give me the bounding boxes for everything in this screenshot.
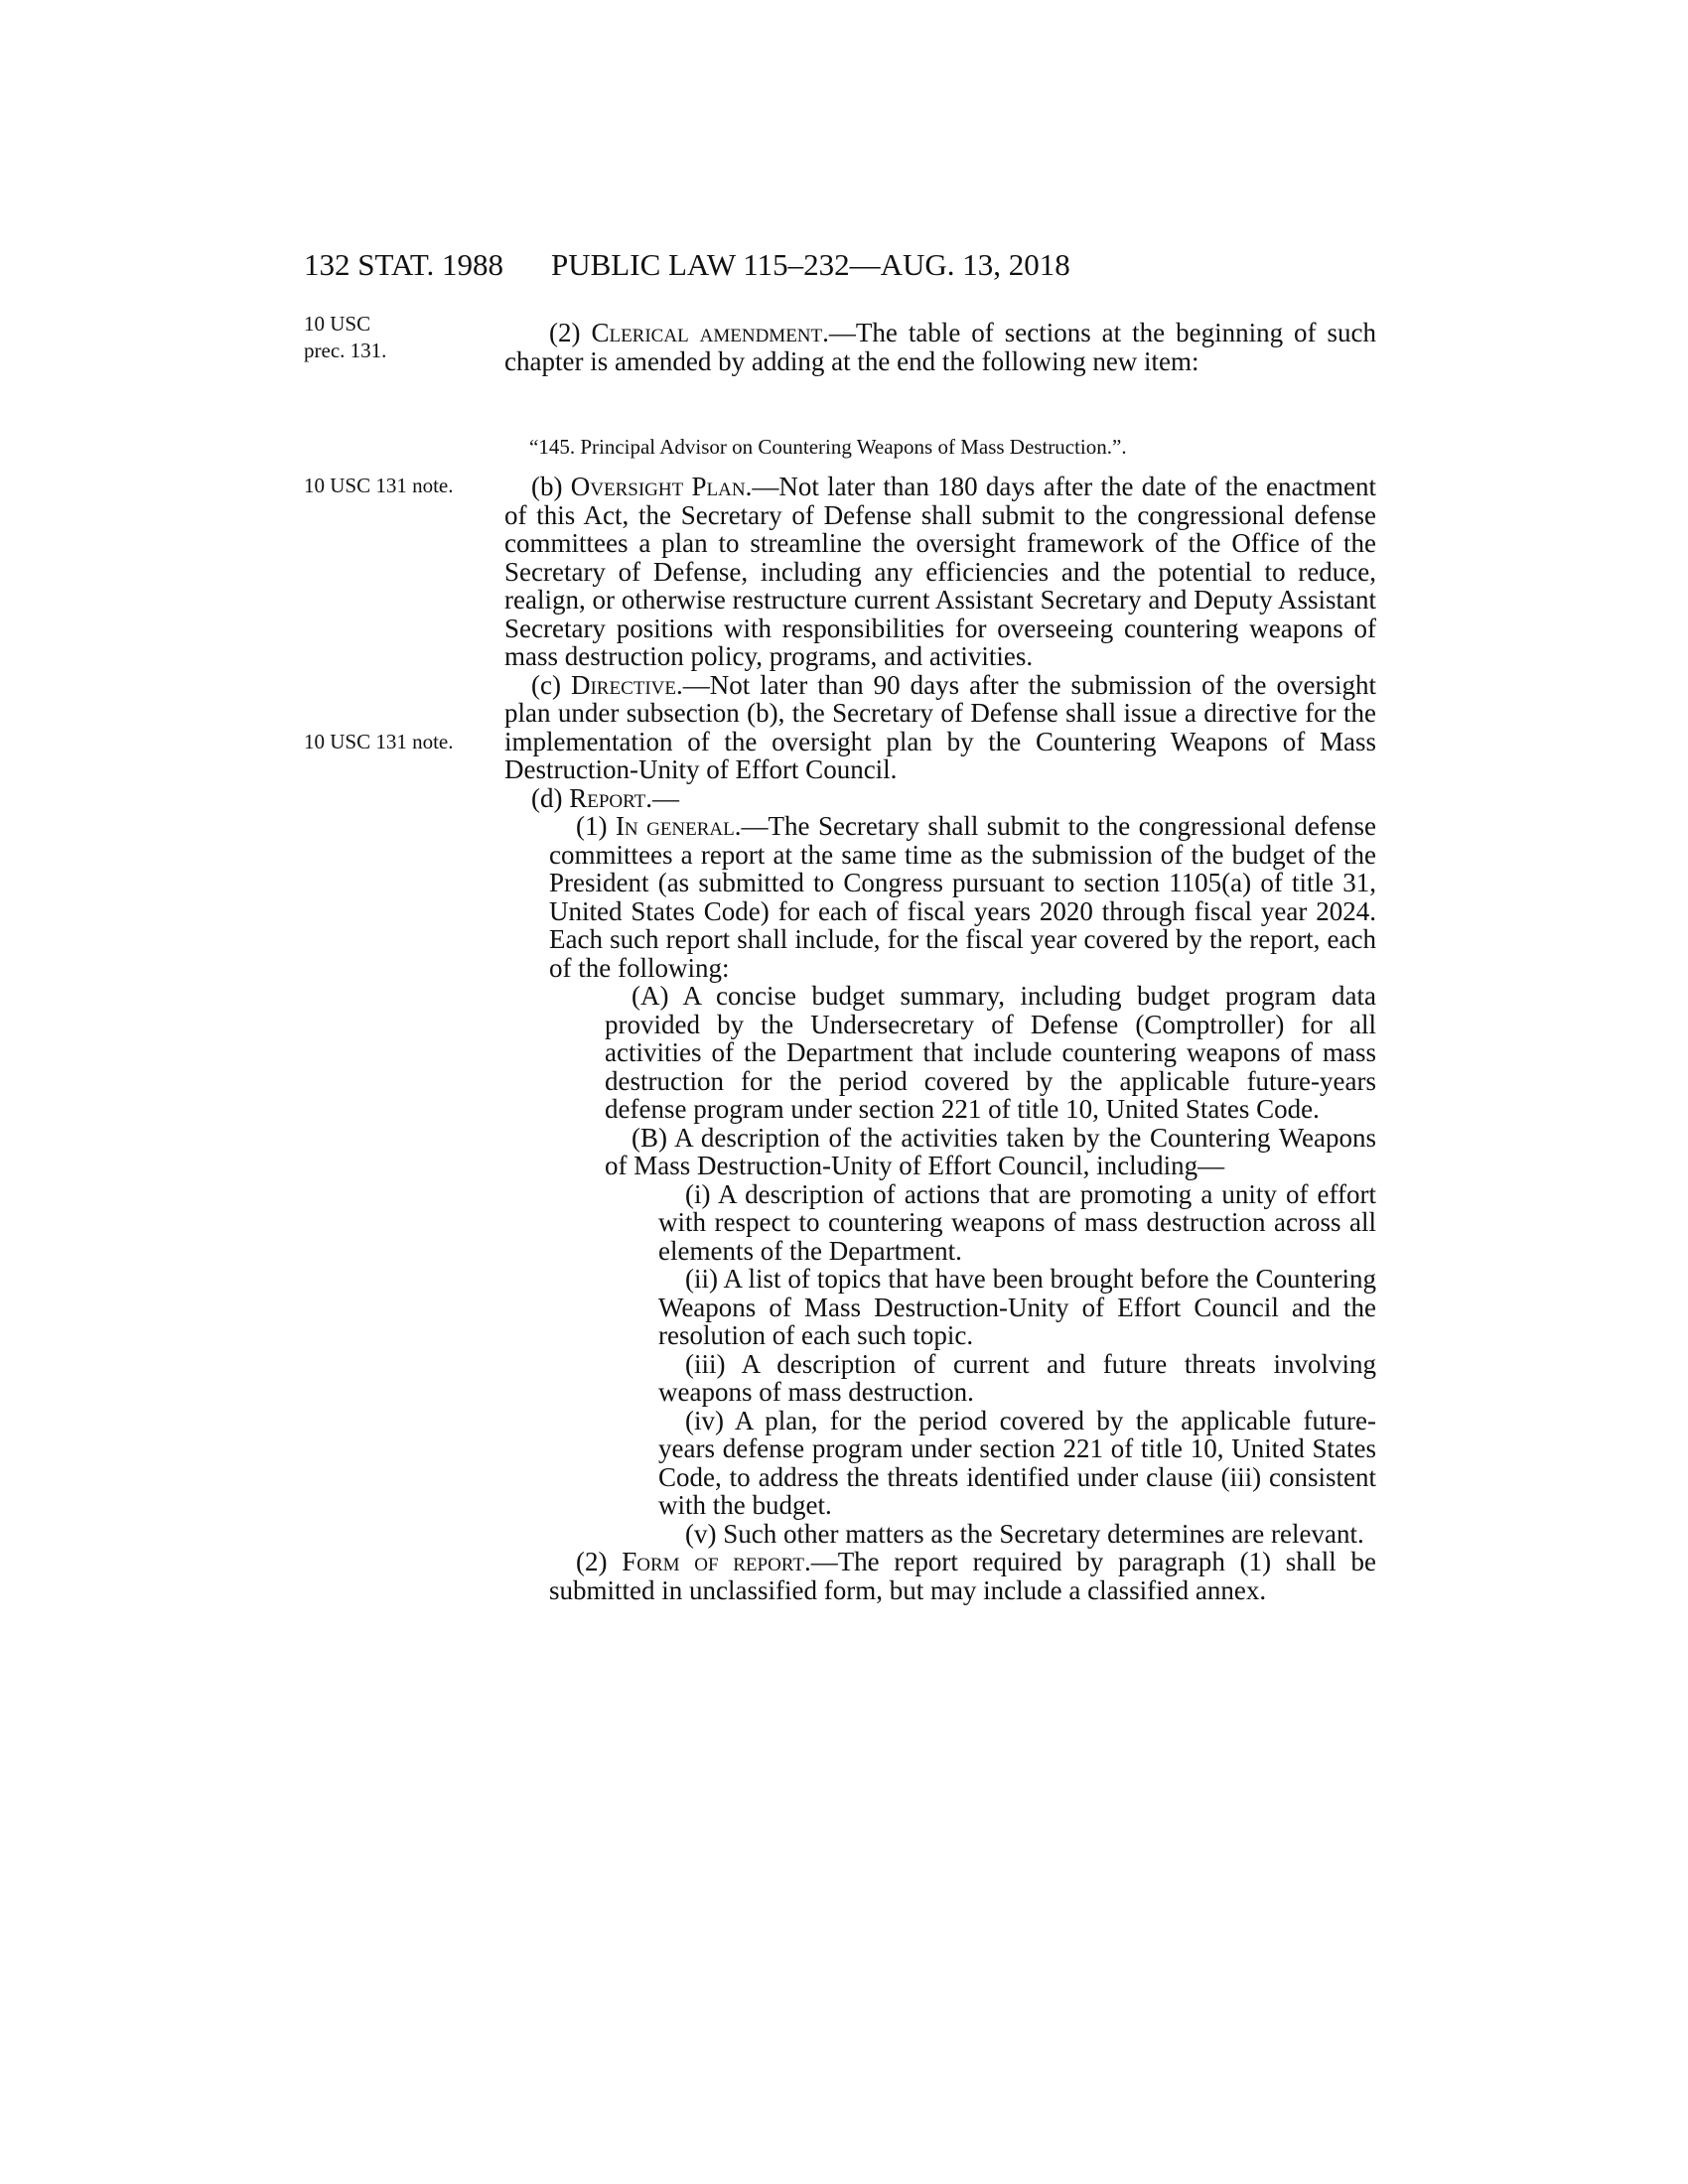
form-text: .—The report required by paragraph (1) shall be submitted in unclassified form, but may include a classified annex. [549,1547,1376,1605]
paragraph-2: (2) Form of report.—The report required by paragraph (1) shall be submitted in unclassified form, but may include a classified annex. [549,1547,1376,1605]
subsection-d: (d) Report.— [531,782,680,813]
directive-text: .—Not later than 90 days after the submission of the oversight plan under subsection (b), the Secretary of Defense shall issue a directive for the implementation of the oversight plan by the Countering Weapons of Mass Destruction-Unity of Effort Council. [504,669,1377,784]
main-body [504,473,1376,1604]
margin-note-line: 10 USC [304,312,371,336]
subparagraph-b: (B) A description of the activities taken by the Countering Weapons of Mass Destruction-Unity of Effort Council, including— [605,1122,1376,1180]
clause-ii: (ii) A list of topics that have been brought before the Countering Weapons of Mass Destruction-Unity of Effort Council and the resolution of each such topic. [658,1264,1376,1350]
clerical-amendment-paragraph [504,319,1376,375]
clause-i: (i) A description of actions that are promoting a unity of effort with respect to countering weapons of mass destruction across all elements of the Department. [658,1178,1376,1266]
report-heading: Report [569,782,646,813]
directive-heading: Directive [570,669,677,700]
subsection-c: (c) Directive.—Not later than 90 days after the submission of the oversight plan under subsection (b), the Secretary of Defense shall issue a directive for the implementation of the oversight plan by the Countering Weapons of Mass Destruction-Unity of Effort Council. [504,669,1377,784]
paragraph-1: (1) In general.—The Secretary shall submit to the congressional defense committees a report at the same time as the submission of the budget of the President (as submitted to Congress pursuant to section 1105(a) of title 31, United States Code) for each of fiscal years 2020 through fiscal year 2024. Each such report shall include, for the fiscal year covered by the report, each of the following: [549,811,1376,983]
margin-note-usc-prec [304,311,478,364]
clerical-num: (2) [549,318,592,347]
stat-page-number: 132 STAT. 1988 [304,247,504,282]
general-text: .—The Secretary shall submit to the congressional defense committees a report at the same time as the submission of the budget of the President (as submitted to Congress pursuant to section 1105(a) of title 31, United States Code) for each of fiscal years 2020 through fiscal year 2024. Each such report shall include, for the fiscal year covered by the report, each of the following: [549,811,1376,983]
margin-note-usc-note-c: 10 USC 131 note. [304,730,454,753]
margin-note-usc-note-b: 10 USC 131 note. [304,474,454,497]
clause-v: (v) Such other matters as the Secretary determines are relevant. [685,1518,1364,1549]
margin-note-line: prec. 131. [304,339,387,362]
clause-iii: (iii) A description of current and future threats involving weapons of mass destruction. [658,1348,1376,1407]
clause-iv: (iv) A plan, for the period covered by the applicable future-years defense program under section 221 of title 10, United States Code, to address the threats identified under clause (iii) consistent with the budget. [658,1405,1376,1520]
general-heading: In general [615,811,735,841]
oversight-heading: Oversight Plan [570,472,746,501]
clerical-heading: Clerical amendment [591,318,823,347]
clerical-text: .—The table of sections at the beginning of such chapter is amended by adding at the end the following new item: [504,318,1376,376]
form-heading: Form of report [622,1547,804,1576]
oversight-text: .—Not later than 180 days after the date of the enactment of this Act, the Secretary of Defense shall submit to the congressional defense committees a plan to streamline the oversight framework of the Office of the Secretary of Defense, including any efficiencies and the potential to reduce, realign, or otherwise restructure current Assistant Secretary and Deputy Assistant Secretary positions with responsibilities for overseeing countering weapons of mass destruction policy, programs, and activities. [504,472,1376,671]
table-of-sections-item: “145. Principal Advisor on Countering Weapons of Mass Destruction.”. [529,435,1127,459]
law-title-header: PUBLIC LAW 115–232—AUG. 13, 2018 [551,247,1070,282]
subparagraph-a: (A) A concise budget summary, including budget program data provided by the Undersecretary of Defense (Comptroller) for all activities of the Department that include countering weapons of mass destruction for the period covered by the applicable future-years defense program under section 221 of title 10, United States Code. [605,981,1376,1124]
subsection-b: (b) Oversight Plan.—Not later than 180 days after the date of the enactment of this Act, the Secretary of Defense shall submit to the congressional defense committees a plan to streamline the oversight framework of the Office of the Secretary of Defense, including any efficiencies and the potential to reduce, realign, or otherwise restructure current Assistant Secretary and Deputy Assistant Secretary positions with responsibilities for overseeing countering weapons of mass destruction policy, programs, and activities. [504,472,1376,671]
